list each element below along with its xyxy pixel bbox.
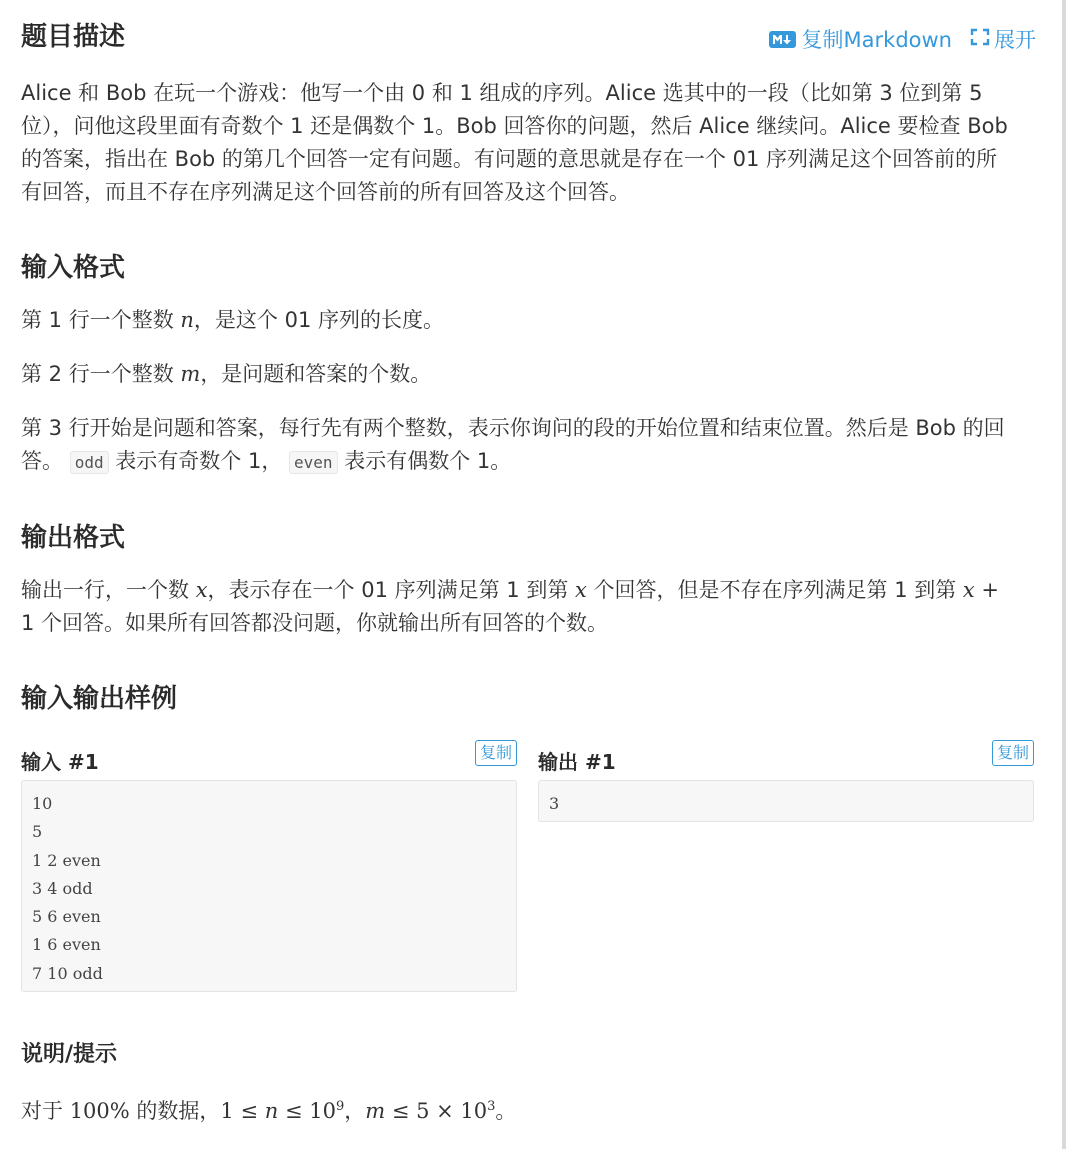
section-title-samples: 输入输出样例 <box>21 684 178 714</box>
text-fragment: ，表示存在一个 01 序列满足第 1 到第 <box>207 578 575 602</box>
markdown-icon <box>769 31 796 48</box>
hint-line <box>21 1090 516 1128</box>
sample-input-panel <box>21 738 517 992</box>
sample-input-header <box>21 738 517 780</box>
math-plus: + <box>974 578 1000 602</box>
input-format-line-2 <box>21 358 1034 391</box>
text-fragment: 。 <box>495 1099 517 1123</box>
math-var-x: x <box>195 578 208 602</box>
math-percent: 100% <box>69 1099 130 1123</box>
samples-row <box>21 738 1034 992</box>
text-fragment: 表示有奇数个 1， <box>115 449 283 473</box>
expand-button[interactable] <box>970 24 1036 54</box>
output-format-line-2: 1 个回答。如果所有回答都没问题，你就输出所有回答的个数。 <box>21 611 609 635</box>
output-format-line-1 <box>21 574 1034 607</box>
text-fragment: 对于 <box>21 1099 70 1123</box>
math-var-m: m <box>180 362 201 386</box>
description-line-1: Alice 和 Bob 在玩一个游戏：他写一个由 0 和 1 组成的序列。Alice 选其中的一段（比如第 3 位到第 5 <box>21 81 983 105</box>
sample-output-header <box>538 738 1034 780</box>
description-line-2: 位），问他这段里面有奇数个 1 还是偶数个 1。Bob 回答你的问题，然后 Alice 继续问。Alice 要检查 Bob <box>21 114 1008 138</box>
text-fragment: 表示有偶数个 1。 <box>344 449 512 473</box>
copy-markdown-button[interactable] <box>769 24 952 54</box>
text-fragment: ，是问题和答案的个数。 <box>200 362 432 386</box>
math-var-n: n <box>180 308 194 332</box>
text-fragment: 个回答，但是不存在序列满足第 1 到第 <box>586 578 963 602</box>
sample-input-box[interactable]: 10 5 1 2 even 3 4 odd 5 6 even 1 6 even 7 10 odd <box>21 780 517 992</box>
text-fragment: 第 2 行一个整数 <box>21 362 181 386</box>
code-odd: odd <box>70 451 109 474</box>
section-title-input-format: 输入格式 <box>21 253 126 283</box>
description-line-3: 的答案，指出在 Bob 的第几个回答一定有问题。有问题的意思就是存在一个 01 序列满足这个回答前的所 <box>21 147 998 171</box>
copy-output-button[interactable]: 复制 <box>992 740 1034 766</box>
expand-icon <box>970 27 990 51</box>
text-fragment: 第 3 行开始是问题和答案，每行先有两个整数，表示你询问的段的开始位置和结束位置。然后是 Bob 的回 <box>21 416 1005 440</box>
sample-output-box[interactable]: 3 <box>538 780 1034 822</box>
copy-markdown-label: 复制Markdown <box>801 28 952 52</box>
description-line-4: 有回答，而且不存在序列满足这个回答前的所有回答及这个回答。 <box>21 180 630 204</box>
code-even: even <box>289 451 338 474</box>
math-var-x: x <box>962 578 975 602</box>
text-fragment: ， <box>344 1099 366 1123</box>
math-var-x: x <box>575 578 587 602</box>
input-format-line-1 <box>21 304 1034 337</box>
scrollbar-edge[interactable] <box>1062 0 1066 1149</box>
sample-output-label: 输出 #1 <box>538 750 616 774</box>
section-title-output-format: 输出格式 <box>21 523 126 553</box>
title-bar <box>21 0 1034 77</box>
text-fragment: 的数据， <box>129 1099 221 1123</box>
expand-label: 展开 <box>994 28 1036 52</box>
input-format-line-3 <box>21 412 1034 479</box>
text-fragment: 输出一行，一个数 <box>21 578 196 602</box>
text-fragment: 第 1 行一个整数 <box>21 308 181 332</box>
text-fragment: ，是这个 01 序列的长度。 <box>193 308 444 332</box>
sample-input-label: 输入 #1 <box>21 750 99 774</box>
copy-input-button[interactable]: 复制 <box>475 740 517 766</box>
sample-output-panel <box>538 738 1034 992</box>
math-constraint-n: $1 \le n \le 10^9$ <box>220 1099 345 1123</box>
description-body <box>21 77 1034 209</box>
math-constraint-m: $m \le 5 \times 10^3$ <box>365 1099 496 1123</box>
top-actions <box>769 24 1036 54</box>
section-title-hint: 说明/提示 <box>21 1042 118 1067</box>
text-fragment: 答。 <box>21 449 63 473</box>
section-title-description: 题目描述 <box>21 22 126 52</box>
